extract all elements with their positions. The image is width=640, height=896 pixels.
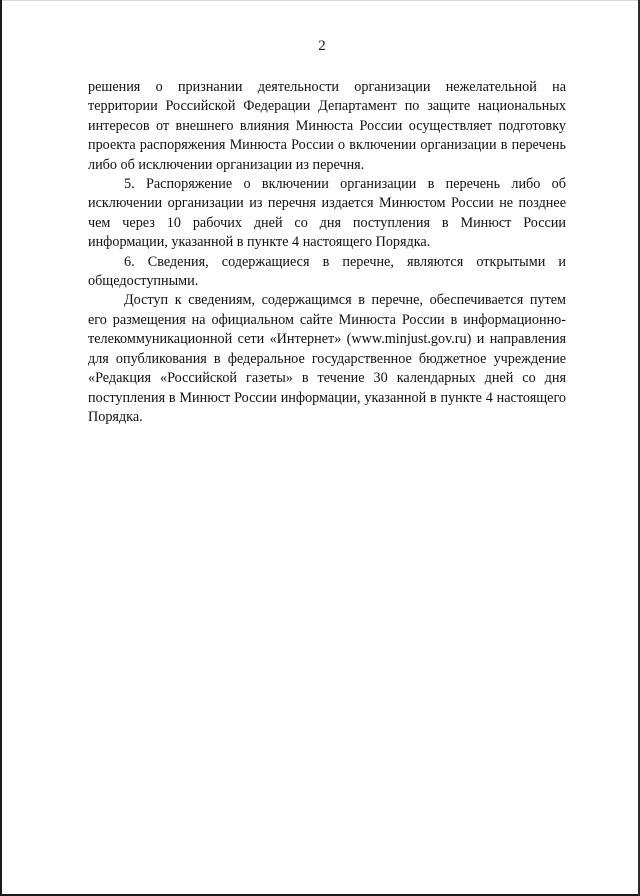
paragraph-continuation: решения о признании деятельности организации нежелательной на территории Российской Федерации Департамент по защите национальных интересов от внешнего влияния Минюста России осуществляет подготовку проекта распоряжения Минюста России о включении организации в перечень либо об исключении организации из перечня. — [88, 79, 566, 173]
body-text — [88, 78, 566, 427]
scan-edge-top — [2, 0, 640, 1]
paragraph-item-5: 5. Распоряжение о включении организации в перечень либо об исключении организации из перечня издается Минюстом России не позднее чем через 10 рабочих дней со дня поступления в Минюст России информации, указанной в пункте 4 настоящего Порядка. — [88, 176, 566, 251]
page-number: 2 — [318, 38, 326, 54]
paragraph-access: Доступ к сведениям, содержащимся в перечне, обеспечивается путем его размещения на официальном сайте Минюста России в информационно-телекоммуникационной сети «Интернет» (www.minjust.gov.ru) и направления для опубликования в федеральное государственное бюджетное учреждение «Редакция «Российской газеты» в течение 30 календарных дней со дня поступления в Минюст России информации, указанной в пункте 4 настоящего Порядка. — [88, 292, 566, 425]
paragraph-item-6: 6. Сведения, содержащиеся в перечне, являются открытыми и общедоступными. — [88, 253, 566, 290]
